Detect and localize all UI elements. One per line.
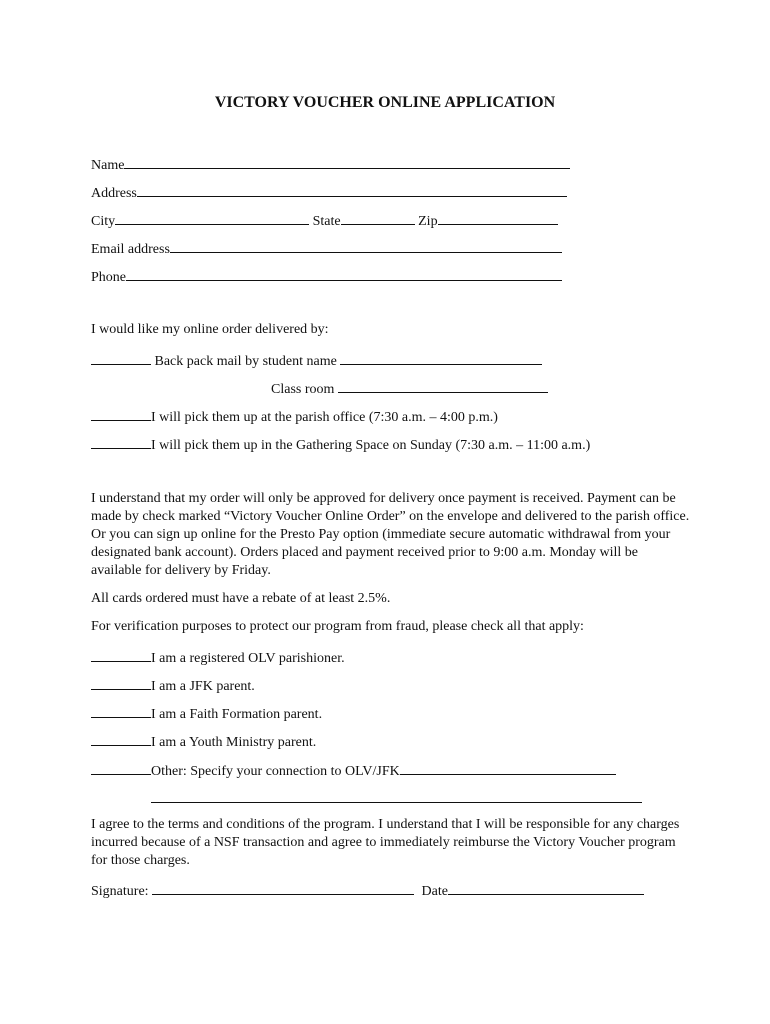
- verification-heading: For verification purposes to protect our program from fraud, please check all that apply:: [91, 619, 584, 634]
- verification-option: [91, 703, 322, 723]
- form-title: VICTORY VOUCHER ONLINE APPLICATION: [214, 94, 556, 111]
- verification-option: [91, 647, 345, 667]
- other-check-blank[interactable]: [91, 760, 151, 775]
- address-label: Address: [91, 186, 137, 201]
- verification-option: [91, 675, 255, 695]
- payment-paragraph: I understand that my order will only be approved for delivery once payment is received. Payment can be made by check marked “Victory Voucher Online Order” on the envelope and delivered to the parish office. Or you can sign up online for the Presto Pay option (immediate secure automatic withdrawal from your designated bank account). Orders placed and payment received prior to 9:00 a.m. Monday will be available for delivery by Friday.: [91, 491, 690, 578]
- backpack-check-blank[interactable]: [91, 350, 151, 365]
- gathering-space-check-blank[interactable]: [91, 434, 151, 449]
- phone-label: Phone: [91, 270, 126, 285]
- backpack-row: [91, 350, 542, 370]
- verification-option-label: I am a Faith Formation parent.: [151, 707, 323, 722]
- other-label: Other: Specify your connection to OLV/JFK: [151, 764, 400, 779]
- other-connection-field-line2[interactable]: [151, 788, 642, 803]
- classroom-field[interactable]: [338, 378, 548, 393]
- parish-office-check-blank[interactable]: [91, 406, 151, 421]
- other-connection-field[interactable]: [400, 760, 616, 775]
- state-label: State: [312, 214, 341, 229]
- classroom-row: [271, 378, 548, 398]
- other-continuation-row: [151, 788, 642, 808]
- email-row: [91, 238, 562, 258]
- agreement-paragraph: I agree to the terms and conditions of the program. I understand that I will be responsible for any charges incurred because of a NSF transaction and agree to immediately reimburse the Victory Voucher program for those charges.: [91, 817, 680, 868]
- phone-row: [91, 266, 562, 286]
- email-label: Email address: [91, 242, 170, 257]
- name-row: [91, 154, 570, 174]
- verification-option-label: I am a Youth Ministry parent.: [151, 735, 317, 750]
- name-label: Name: [91, 158, 125, 173]
- date-field[interactable]: [448, 880, 644, 895]
- other-row: [91, 760, 616, 780]
- youth-ministry-check-blank[interactable]: [91, 731, 151, 746]
- city-label: City: [91, 214, 116, 229]
- name-field[interactable]: [124, 154, 570, 169]
- signature-label: Signature:: [91, 884, 149, 899]
- parishioner-check-blank[interactable]: [91, 647, 151, 662]
- parish-office-row: [91, 406, 498, 426]
- student-name-field[interactable]: [340, 350, 542, 365]
- gathering-space-row: [91, 434, 590, 454]
- city-state-zip-row: [91, 210, 558, 230]
- signature-field[interactable]: [152, 880, 414, 895]
- verification-option: [91, 731, 316, 751]
- faith-formation-check-blank[interactable]: [91, 703, 151, 718]
- zip-label: Zip: [418, 214, 438, 229]
- parish-office-label: I will pick them up at the parish office (7:30 a.m. – 4:00 p.m.): [151, 410, 498, 425]
- email-field[interactable]: [170, 238, 562, 253]
- phone-field[interactable]: [126, 266, 562, 281]
- jfk-parent-check-blank[interactable]: [91, 675, 151, 690]
- rebate-note: All cards ordered must have a rebate of at least 2.5%.: [91, 591, 391, 606]
- zip-field[interactable]: [438, 210, 558, 225]
- city-field[interactable]: [115, 210, 309, 225]
- verification-option-label: I am a registered OLV parishioner.: [151, 651, 345, 666]
- signature-row: [91, 880, 644, 900]
- delivery-heading: I would like my online order delivered by:: [91, 322, 329, 337]
- verification-option-label: I am a JFK parent.: [151, 679, 255, 694]
- classroom-label: Class room: [271, 382, 335, 397]
- backpack-label: Back pack mail by student name: [154, 354, 337, 369]
- date-label: Date: [421, 884, 448, 899]
- gathering-space-label: I will pick them up in the Gathering Space on Sunday (7:30 a.m. – 11:00 a.m.): [151, 438, 591, 453]
- address-field[interactable]: [137, 182, 567, 197]
- address-row: [91, 182, 567, 202]
- state-field[interactable]: [341, 210, 415, 225]
